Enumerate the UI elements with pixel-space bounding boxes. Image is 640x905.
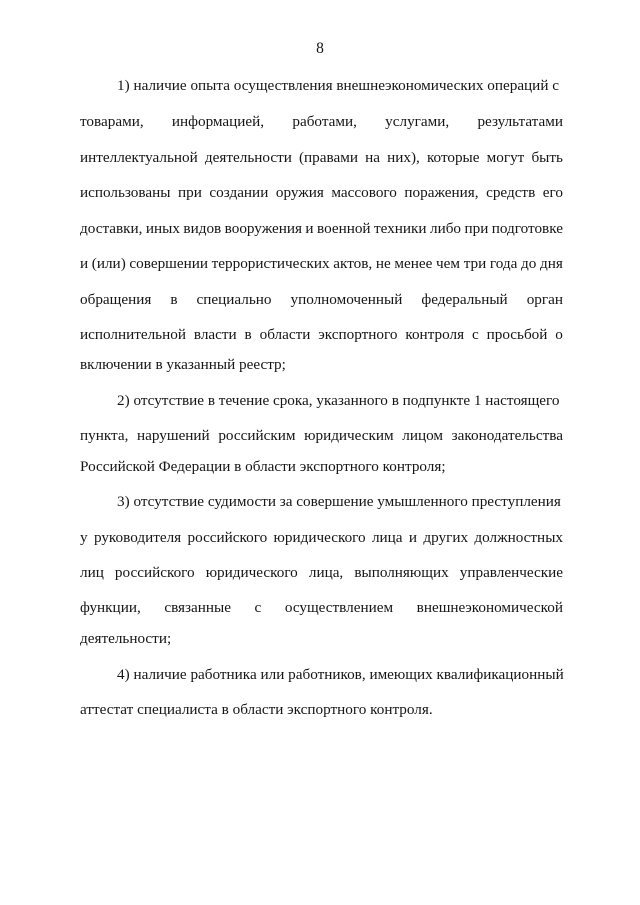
word: внешнеэкономической xyxy=(416,599,563,616)
word: массового xyxy=(331,184,397,201)
word: о xyxy=(555,326,563,343)
word: с xyxy=(254,599,262,616)
word: области xyxy=(259,326,311,343)
word: деятельности xyxy=(204,149,292,166)
paragraph-1-line-2 xyxy=(80,112,563,132)
word: средств xyxy=(486,184,536,201)
word: функции, xyxy=(80,599,141,616)
word: уполномоченный xyxy=(290,291,403,308)
word: при xyxy=(178,184,202,201)
word: управленческие xyxy=(459,564,563,581)
word: дня xyxy=(540,255,563,272)
word: лицом xyxy=(402,427,444,444)
paragraph-1-line-3 xyxy=(80,148,563,168)
word: связанные xyxy=(164,599,231,616)
word: иных xyxy=(145,220,180,237)
word: результатами xyxy=(477,113,563,130)
word: подготовке xyxy=(491,220,563,237)
word: и xyxy=(80,255,89,272)
paragraph-1-line-1: 1) наличие опыта осуществления внешнеэкономических операций с xyxy=(117,77,559,94)
word: просьбой xyxy=(486,326,548,343)
word: оружия xyxy=(275,184,324,201)
word: при xyxy=(464,220,489,237)
word: быть xyxy=(531,149,563,166)
word: власти xyxy=(193,326,237,343)
word: должностных xyxy=(474,529,563,546)
word: могут xyxy=(486,149,525,166)
word: его xyxy=(542,184,563,201)
paragraph-3-line-3 xyxy=(80,563,563,583)
word: и xyxy=(305,220,314,237)
word: поражения, xyxy=(404,184,479,201)
word: российского xyxy=(114,564,195,581)
paragraph-3-line-5: деятельности; xyxy=(80,630,172,647)
word: актов, xyxy=(333,255,373,272)
word: федеральный xyxy=(421,291,508,308)
word: три xyxy=(463,255,487,272)
word: лиц xyxy=(80,564,104,581)
word: них), xyxy=(387,149,420,166)
word: обращения xyxy=(80,291,152,308)
word: доставки, xyxy=(80,220,143,237)
word: либо xyxy=(430,220,462,237)
word: осуществлением xyxy=(284,599,394,616)
paragraph-2-line-3: Российской Федерации в области экспортного контроля; xyxy=(80,458,446,475)
word: у xyxy=(80,529,88,546)
word: в xyxy=(244,326,252,343)
word: лица xyxy=(371,529,403,546)
word: исполнительной xyxy=(80,326,186,343)
word: (правами xyxy=(298,149,358,166)
paragraph-1-line-5 xyxy=(80,219,563,239)
word: до xyxy=(521,255,537,272)
word: видов xyxy=(183,220,222,237)
word: юридическим xyxy=(304,427,394,444)
word: чем xyxy=(436,255,461,272)
word: руководителя xyxy=(93,529,182,546)
word: интеллектуальной xyxy=(80,149,198,166)
paragraph-4-line-2: аттестат специалиста в области экспортного контроля. xyxy=(80,701,433,718)
paragraph-3-line-2 xyxy=(80,528,563,548)
word: юридического xyxy=(205,564,298,581)
word: в xyxy=(170,291,178,308)
word: с xyxy=(471,326,479,343)
word: российским xyxy=(218,427,296,444)
word: орган xyxy=(526,291,563,308)
word: других xyxy=(423,529,469,546)
word: законодательства xyxy=(451,427,563,444)
paragraph-3-line-4 xyxy=(80,598,563,618)
word: которые xyxy=(426,149,480,166)
paragraph-1-line-9: включении в указанный реестр; xyxy=(80,356,286,373)
paragraph-1-line-8 xyxy=(80,325,563,345)
word: и xyxy=(408,529,418,546)
word: менее xyxy=(394,255,433,272)
paragraph-2-line-1: 2) отсутствие в течение срока, указанного в подпункте 1 настоящего xyxy=(117,392,560,409)
paragraph-2-line-2 xyxy=(80,426,563,446)
paragraph-1-line-6 xyxy=(80,254,563,274)
page-number: 8 xyxy=(316,40,324,57)
word: военной xyxy=(317,220,371,237)
word: пункта, xyxy=(80,427,129,444)
word: товарами, xyxy=(80,113,144,130)
word: лица, xyxy=(308,564,344,581)
word: года xyxy=(489,255,518,272)
word: информацией, xyxy=(171,113,265,130)
word: экспортного xyxy=(318,326,398,343)
word: нарушений xyxy=(137,427,210,444)
paragraph-4-line-1: 4) наличие работника или работников, имеющих квалификационный xyxy=(117,666,564,683)
word: (или) xyxy=(91,255,126,272)
word: не xyxy=(375,255,391,272)
word: совершении xyxy=(129,255,208,272)
paragraph-1-line-7 xyxy=(80,290,563,310)
word: контроля xyxy=(405,326,465,343)
paragraph-3-line-1: 3) отсутствие судимости за совершение умышленного преступления xyxy=(117,493,561,510)
word: работами, xyxy=(292,113,357,130)
word: российского xyxy=(187,529,268,546)
word: вооружения xyxy=(224,220,302,237)
word: техники xyxy=(374,220,427,237)
word: выполняющих xyxy=(354,564,449,581)
word: террористических xyxy=(211,255,330,272)
word: на xyxy=(365,149,380,166)
word: юридического xyxy=(273,529,366,546)
paragraph-1-line-4 xyxy=(80,183,563,203)
word: специально xyxy=(196,291,272,308)
word: услугами, xyxy=(385,113,450,130)
word: создании xyxy=(209,184,269,201)
word: использованы xyxy=(80,184,171,201)
